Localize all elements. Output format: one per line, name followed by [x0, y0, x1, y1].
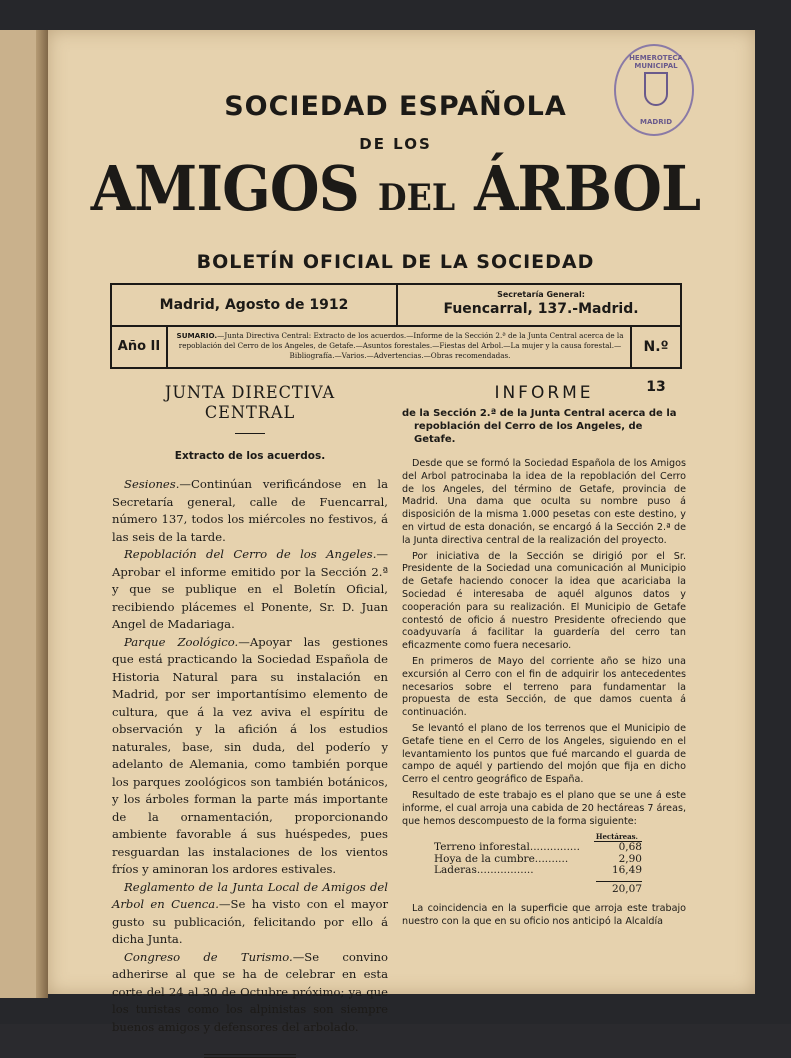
stamp-bottom-text: MADRID [640, 118, 672, 126]
paragraph-lead: Parque Zoológico. [124, 634, 239, 649]
paragraph-lead: Reglamento de la Junta Local de Amigos del Arbol en Cuenca. [112, 879, 388, 911]
informe-body [402, 458, 686, 828]
paragraph-text: —Aprobar el informe emitido por la Sección 2.ª y que se publique en el Boletín Oficial, recibiendo plácemes el Ponente, Sr. D. Juan Angel de Madariaga. [112, 547, 388, 631]
section-end-rule [204, 1054, 296, 1058]
informe-paragraph: Resultado de este trabajo es el plano que se une á este informe, el cual arroja una cabida de 20 hectáreas 7 áreas, que hemos descompuesto de la forma siguiente: [402, 789, 686, 827]
stamp-top-text: HEMEROTECA MUNICIPAL [629, 54, 683, 70]
informe-paragraph: En primeros de Mayo del corriente año se hizo una excursión al Cerro con el fin de adquirir los antecedentes necesarios sobre el terreno para fundamentar la propuesta de esta Sección, de que damos cuenta á continuación. [402, 655, 686, 719]
row-label: Laderas................. [434, 864, 534, 877]
society-line: SOCIEDAD ESPAÑOLA [224, 91, 567, 122]
paragraph-text: —Continúan verificándose en la Secretaría general, calle de Fuencarral, número 137, todos los miércoles no festivos, á las seis de la tarde. [112, 477, 388, 544]
table-row [434, 865, 642, 877]
masthead-bottom-row [112, 327, 680, 395]
junta-subheading: Extracto de los acuerdos. [174, 450, 326, 462]
title-amigos: AMIGOS [90, 152, 359, 225]
masthead-box [110, 283, 682, 395]
paragraph-lead: Repoblación del Cerro de los Angeles. [124, 547, 377, 561]
title-del: DEL [377, 177, 456, 219]
informe-paragraph: Por iniciativa de la Sección se dirigió por el Sr. Presidente de la Sociedad una comunicación al Municipio de Getafe haciendo conocer la idea que acariciaba la Sociedad é interesaba de aquél algunos datos y cooperación para su realización. El Municipio de Getafe contestó de oficio á nuestro Presidente ofreciendo que coadyuvaría á facilitar la guardería del cerro tan eficazmente como fuera necesario. [402, 550, 686, 652]
masthead-top-row [112, 285, 680, 327]
issue-year: Año II [112, 327, 168, 367]
paragraph-text: —Apoyar las gestiones que está practicando la Sociedad Española de Historia Natural para su instalación en Madrid, por ser importantísimo elemento de cultura, que á la vez aviva el espíritu de observación y la afición á los estudios naturales, base, sin duda, del poderío y adelanto de Alemania, como también porque los parques zoológicos son también botánicos, y los árboles forman la parte más importante de la ornamentación, proporcionando ambiente favorable á sus huéspedes, pues resguardan las instalaciones de los vientos fríos y aminoran los ardores estivales. [112, 634, 388, 876]
paragraph-repoblacion [112, 546, 388, 634]
paragraph-lead: Congreso de Turismo. [124, 949, 293, 964]
issue-number: N.º 13 [630, 327, 680, 367]
paragraph-congreso [112, 949, 388, 1037]
paragraph-text: —Se ha visto con el mayor gusto su publicación, felicitando por ello á dicha Junta. [112, 897, 388, 946]
area-unit-header: Hectáreas. [594, 832, 642, 842]
row-label: Terreno inforestal............... [434, 841, 580, 854]
row-value: 0,68 [618, 841, 642, 854]
title-arbol: ÁRBOL [474, 152, 701, 225]
junta-heading: JUNTA DIRECTIVA CENTRAL [164, 383, 336, 423]
row-label-text: Terreno inforestal [434, 841, 530, 854]
summary-label: SUMARIO. [176, 331, 218, 340]
issue-summary [174, 331, 626, 361]
paragraph-parque [112, 634, 388, 879]
heading-rule [235, 433, 265, 434]
junta-body [112, 476, 388, 1036]
library-stamp [614, 44, 694, 136]
paragraph-reglamento [112, 879, 388, 949]
informe-heading: INFORME [494, 383, 594, 403]
row-label-text: Hoya de la cumbre [434, 852, 535, 865]
area-table [434, 832, 642, 897]
bulletin-line: BOLETÍN OFICIAL DE LA SOCIEDAD [196, 251, 595, 273]
right-column [402, 383, 686, 928]
informe-subheading: de la Sección 2.ª de la Junta Central acerca de la repoblación del Cerro de los Angeles, de Getafe. [402, 408, 677, 445]
issue-date: Madrid, Agosto de 1912 [112, 285, 398, 325]
row-value: 2,90 [618, 852, 642, 865]
informe-continuation: La coincidencia en la superficie que arroja este trabajo nuestro con la que en su oficio nos anticipó la Alcaldía [402, 902, 686, 927]
newspaper-title [32, 152, 760, 225]
paragraph-text: —Se convino adherirse al que se ha de celebrar en esta corte del 24 al 30 de Octubre próximo; ya que los turistas como los alpinistas son siempre buenos amigos y defensores del arbolado. [112, 949, 388, 1034]
informe-paragraph: Desde que se formó la Sociedad Española de los Amigos del Arbol patrocinaba la idea de la repoblación del Cerro de los Angeles, del término de Getafe, provincia de Madrid. Una dama que oculta su nombre puso á disposición de la misma 1.000 pesetas con este destino, y en virtud de esta donación, se encargó á la Sección 2.ª de la Junta directiva central de la realización del proyecto. [402, 458, 686, 546]
summary-text: —Junta Directiva Central: Extracto de los acuerdos.—Informe de la Sección 2.ª de la Junta Central acerca de la repoblación del Cerro de los Angeles, de Getafe.—Asuntos forestales.—Fiestas del Arbol.—La mujer y la causa forestal.—Bibliografía.—Varios.—Advertencias.—Obras recomendadas. [178, 331, 624, 360]
row-value: 16,49 [611, 864, 642, 877]
paragraph-sesiones [112, 476, 388, 546]
paragraph-lead: Sesiones. [124, 477, 180, 491]
table-total: 20,07 [611, 882, 642, 895]
row-label: Hoya de la cumbre.......... [434, 852, 569, 865]
de-los-line: DE LOS [359, 135, 432, 153]
informe-paragraph: Se levantó el plano de los terrenos que el Municipio de Getafe tiene en el Cerro de los Angeles, siguiendo en el levantamiento los puntos que fué marcando el guarda de campo de aquél y partiendo del mojón que fija en dicho Cerro el centro geográfico de España. [402, 722, 686, 786]
row-label-text: Laderas [434, 864, 477, 877]
left-column [112, 383, 388, 1058]
secretaria-address: Fuencarral, 137.-Madrid. [443, 301, 639, 317]
secretaria-label: Secretaría General: [497, 290, 585, 299]
